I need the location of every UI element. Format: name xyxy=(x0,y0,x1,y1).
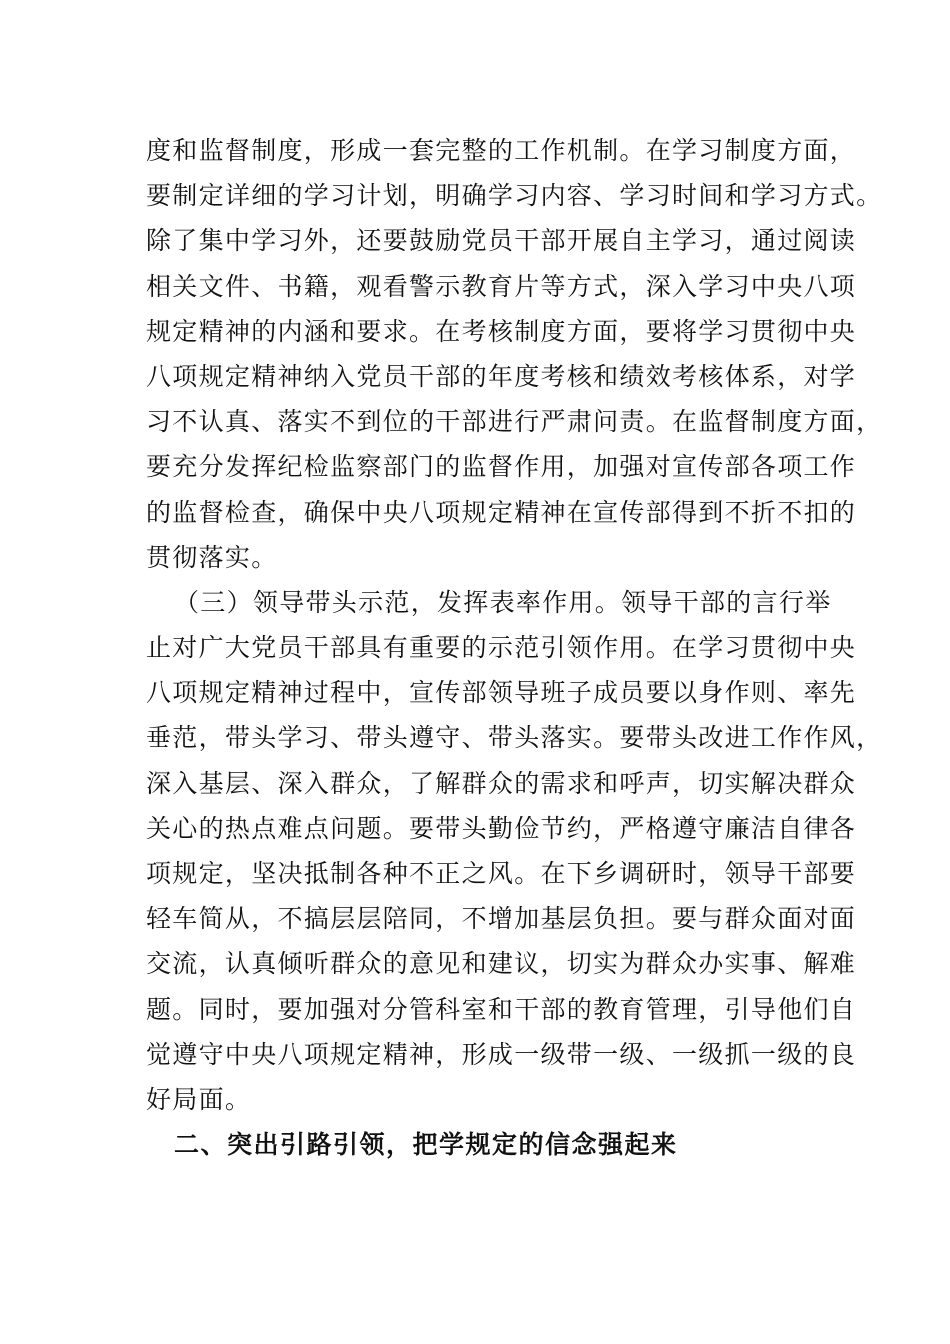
text-line: 轻车简从，不搞层层陪同，不增加基层负担。要与群众面对面 xyxy=(146,904,857,934)
document-body xyxy=(146,128,883,1167)
text-line: 规定精神的内涵和要求。在考核制度方面，要将学习贯彻中央 xyxy=(146,316,857,346)
text-line: 交流，认真倾听群众的意见和建议，切实为群众办实事、解难 xyxy=(146,949,857,979)
text-line: 度和监督制度，形成一套完整的工作机制。在学习制度方面， xyxy=(146,136,857,165)
text-line: 止对广大党员干部具有重要的示范引领作用。在学习贯彻中央 xyxy=(146,633,857,663)
text-line: 垂范，带头学习、带头遵守、带头落实。要带头改进工作作风， xyxy=(146,723,883,753)
paragraph-first-line: （三）领导带头示范，发挥表率作用。领导干部的言行举 xyxy=(174,587,832,617)
text-line: 相关文件、书籍，观看警示教育片等方式，深入学习中央八项 xyxy=(146,271,857,301)
section-heading: 二、突出引路引领，把学规定的信念强起来 xyxy=(174,1130,678,1160)
text-line: 习不认真、落实不到位的干部进行严肃问责。在监督制度方面， xyxy=(146,407,883,437)
text-line: 要充分发挥纪检监察部门的监督作用，加强对宣传部各项工作 xyxy=(146,452,857,482)
text-line: 项规定，坚决抵制各种不正之风。在下乡调研时，领导干部要 xyxy=(146,859,857,888)
text-line: 除了集中学习外，还要鼓励党员干部开展自主学习，通过阅读 xyxy=(146,226,857,256)
text-line: 觉遵守中央八项规定精神，形成一级带一级、一级抓一级的良 xyxy=(146,1039,857,1069)
text-line: 题。同时，要加强对分管科室和干部的教育管理，引导他们自 xyxy=(146,994,857,1024)
text-line: 深入基层、深入群众，了解群众的需求和呼声，切实解决群众 xyxy=(146,768,857,798)
text-line: 好局面。 xyxy=(146,1084,252,1114)
text-line: 关心的热点难点问题。要带头勤俭节约，严格遵守廉洁自律各 xyxy=(146,813,857,843)
text-line: 的监督检查，确保中央八项规定精神在宣传部得到不折不扣的 xyxy=(146,497,857,527)
paragraph-supervision-system xyxy=(146,128,883,580)
paragraph-leadership-example xyxy=(146,580,883,1122)
text-line: 贯彻落实。 xyxy=(146,542,278,572)
text-line: 八项规定精神过程中，宣传部领导班子成员要以身作则、率先 xyxy=(146,678,857,708)
text-line: 八项规定精神纳入党员干部的年度考核和绩效考核体系，对学 xyxy=(146,361,857,391)
text-line: 要制定详细的学习计划，明确学习内容、学习时间和学习方式。 xyxy=(146,181,883,211)
